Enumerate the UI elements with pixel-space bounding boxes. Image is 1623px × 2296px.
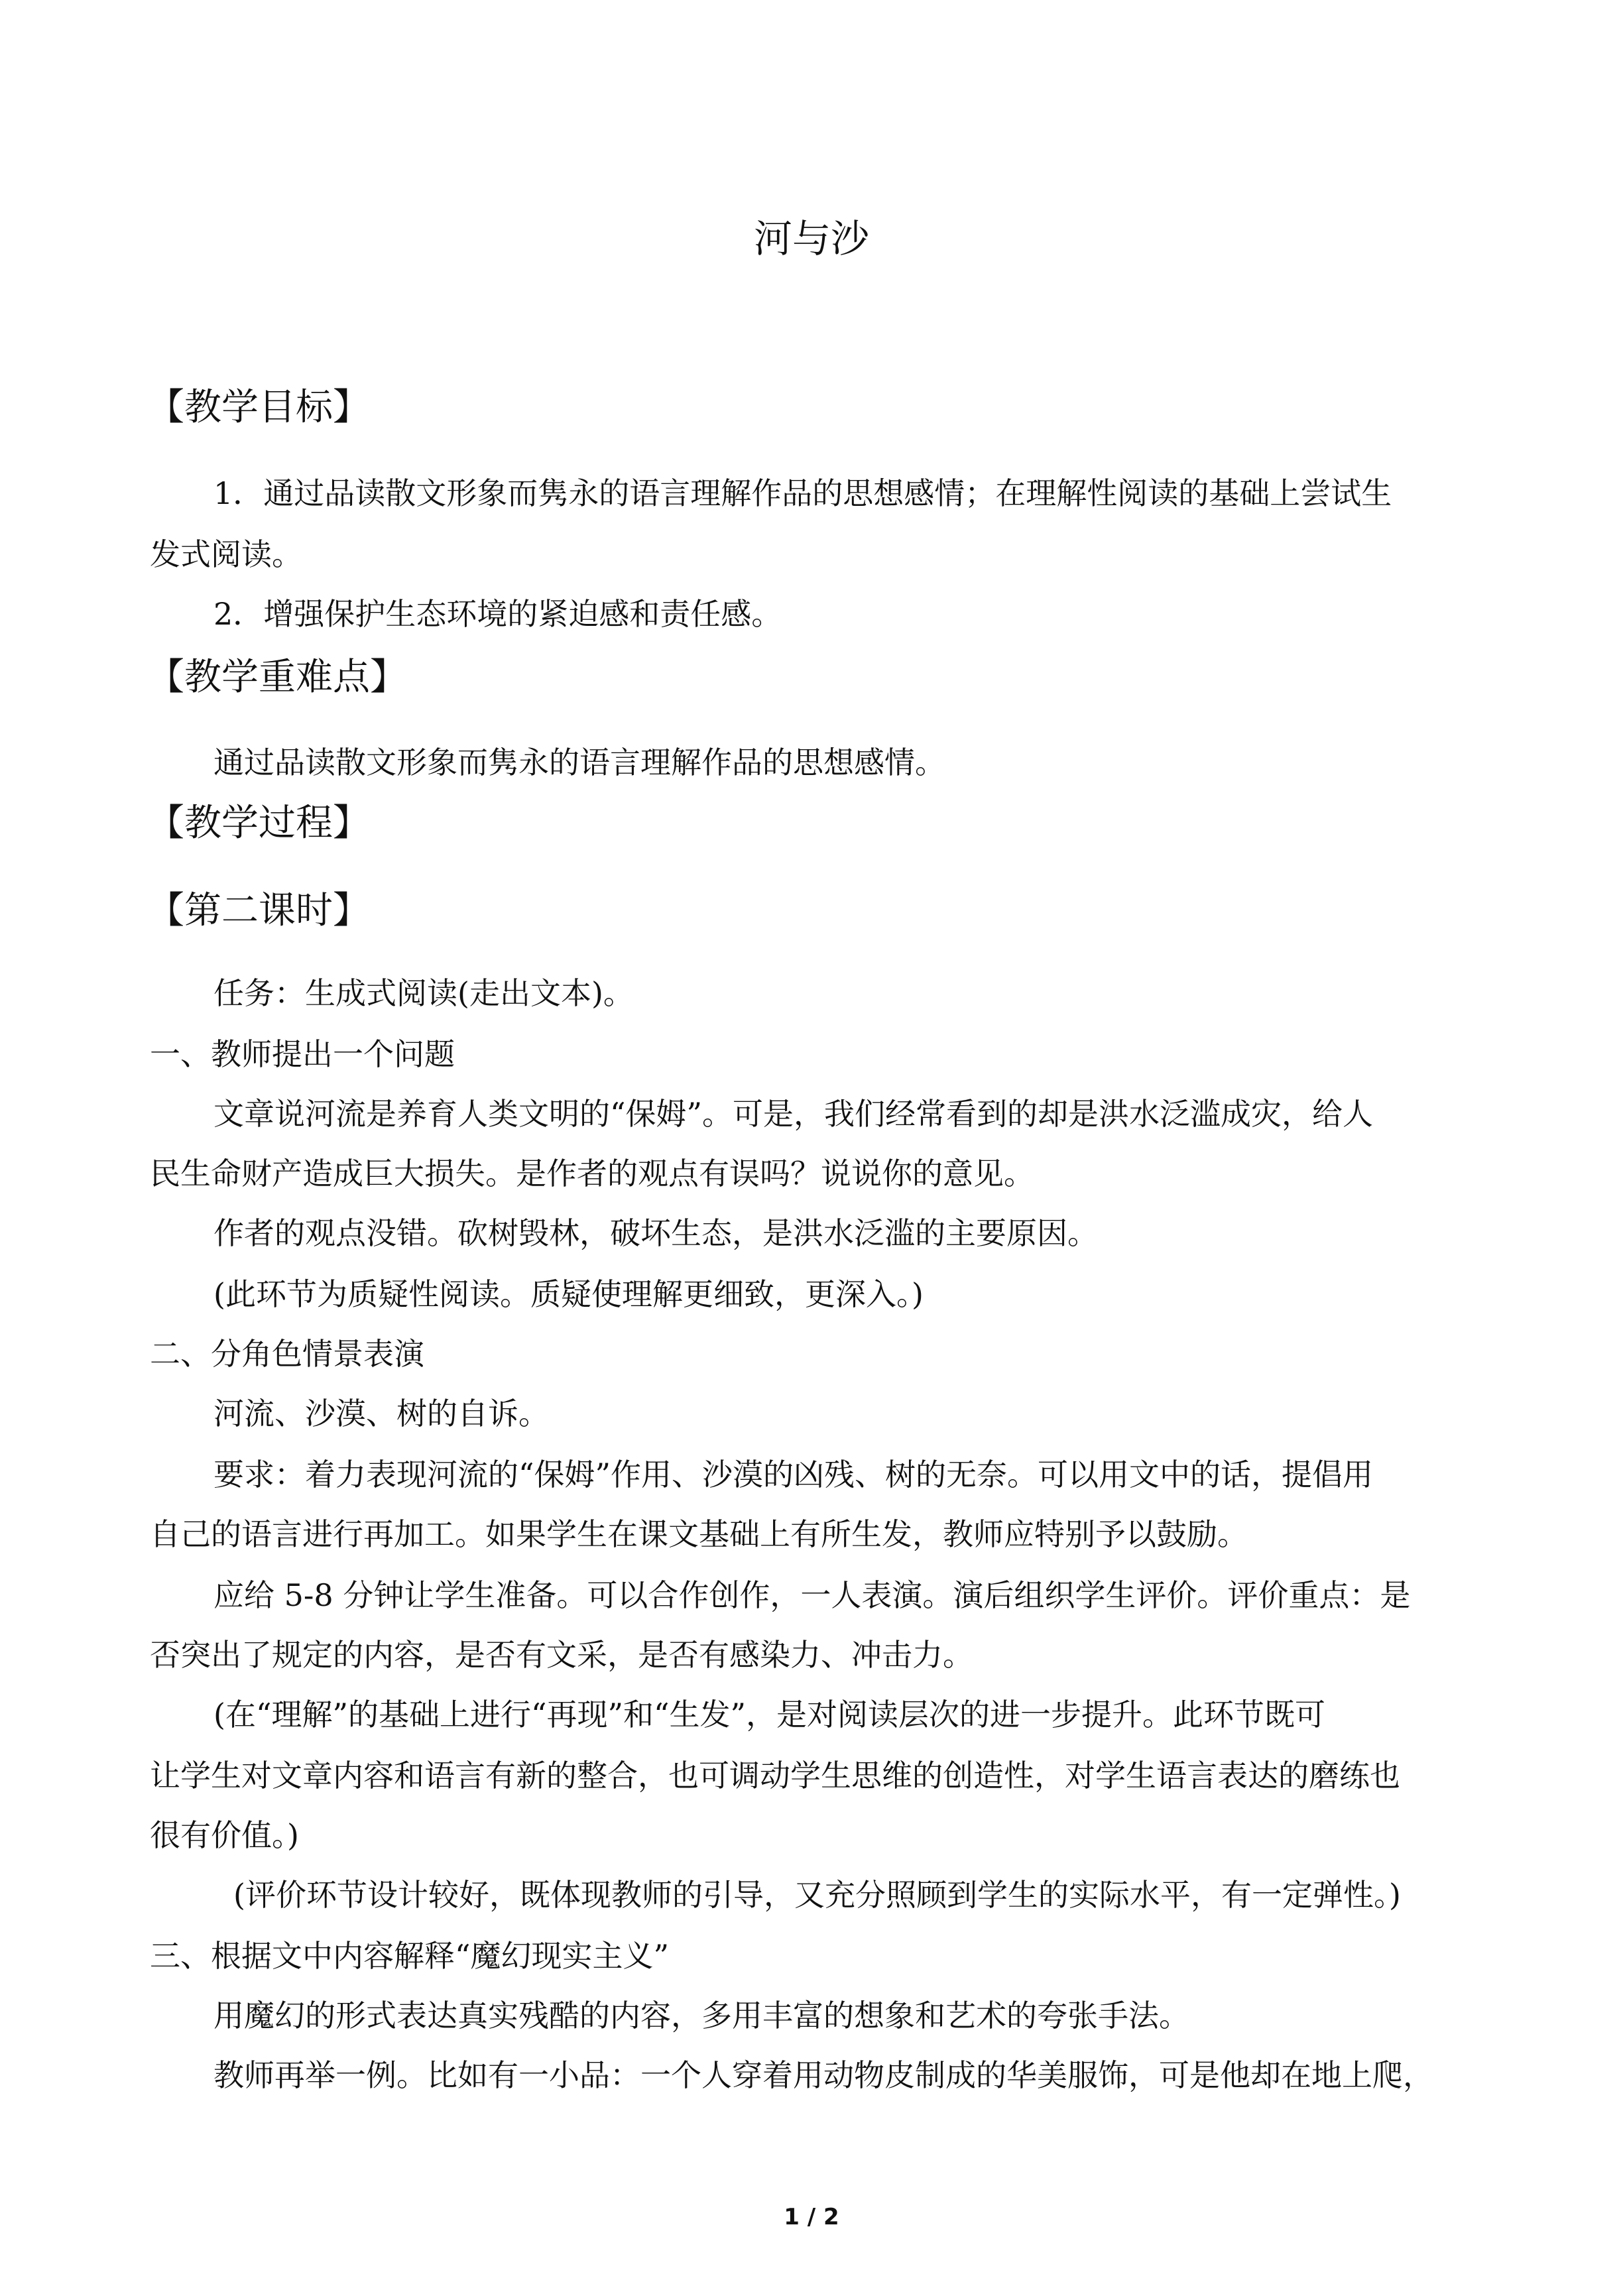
part-2-paragraph-4-line-3: 很有价值。) — [150, 1817, 299, 1853]
goal-1-line-2: 发式阅读。 — [150, 536, 302, 572]
part-1-title: 一、教师提出一个问题 — [150, 1036, 455, 1072]
part-3-paragraph-1: 用魔幻的形式表达真实残酷的内容，多用丰富的想象和艺术的夸张手法。 — [213, 1998, 1189, 2033]
part-3-title: 三、根据文中内容解释“魔幻现实主义” — [150, 1938, 670, 1974]
part-1-paragraph-1-line-1: 文章说河流是养育人类文明的“保姆”。可是，我们经常看到的却是洪水泛滥成灾，给人 — [213, 1096, 1374, 1132]
goal-1-line-1: 1．通过品读散文形象而隽永的语言理解作品的思想感情；在理解性阅读的基础上尝试生 — [213, 475, 1392, 511]
part-2-paragraph-4-line-1: (在“理解”的基础上进行“再现”和“生发”，是对阅读层次的进一步提升。此环节既可 — [213, 1697, 1326, 1732]
part-2-paragraph-1: 河流、沙漠、树的自诉。 — [213, 1396, 549, 1431]
part-2-paragraph-3-line-2: 否突出了规定的内容，是否有文采，是否有感染力、冲击力。 — [150, 1637, 973, 1673]
part-1-paragraph-1-line-2: 民生命财产造成巨大损失。是作者的观点有误吗？说说你的意见。 — [150, 1156, 1034, 1191]
part-2-paragraph-5: (评价环节设计较好，既体现教师的引导，又充分照顾到学生的实际水平，有一定弹性。) — [233, 1877, 1401, 1913]
goal-2: 2．增强保护生态环境的紧迫感和责任感。 — [213, 596, 782, 632]
heading-teaching-process: 【教学过程】 — [147, 802, 370, 845]
task-line: 任务：生成式阅读(走出文本)。 — [213, 975, 634, 1011]
part-3-paragraph-2: 教师再举一例。比如有一小品：一个人穿着用动物皮制成的华美服饰，可是他却在地上爬， — [213, 2057, 1433, 2093]
part-1-paragraph-2: 作者的观点没错。砍树毁林，破坏生态，是洪水泛滥的主要原因。 — [213, 1215, 1098, 1251]
part-2-paragraph-2-line-1: 要求：着力表现河流的“保姆”作用、沙漠的凶残、树的无奈。可以用文中的话，提倡用 — [213, 1457, 1374, 1492]
part-1-paragraph-3: (此环节为质疑性阅读。质疑使理解更细致，更深入。) — [213, 1276, 924, 1312]
page-number: 1 / 2 — [784, 2204, 839, 2230]
part-2-title: 二、分角色情景表演 — [150, 1336, 424, 1372]
heading-key-points: 【教学重难点】 — [147, 656, 407, 699]
part-2-paragraph-3-line-1: 应给 5-8 分钟让学生准备。可以合作创作，一人表演。演后组织学生评价。评价重点：是 — [213, 1577, 1411, 1613]
key-points-text: 通过品读散文形象而隽永的语言理解作品的思想感情。 — [213, 745, 945, 780]
part-2-paragraph-4-line-2: 让学生对文章内容和语言有新的整合，也可调动学生思维的创造性，对学生语言表达的磨练也 — [150, 1758, 1400, 1793]
heading-teaching-goals: 【教学目标】 — [147, 386, 370, 429]
part-2-paragraph-2-line-2: 自己的语言进行再加工。如果学生在课文基础上有所生发，教师应特别予以鼓励。 — [150, 1516, 1248, 1552]
heading-second-lesson: 【第二课时】 — [147, 889, 370, 932]
document-title: 河与沙 — [753, 216, 869, 261]
